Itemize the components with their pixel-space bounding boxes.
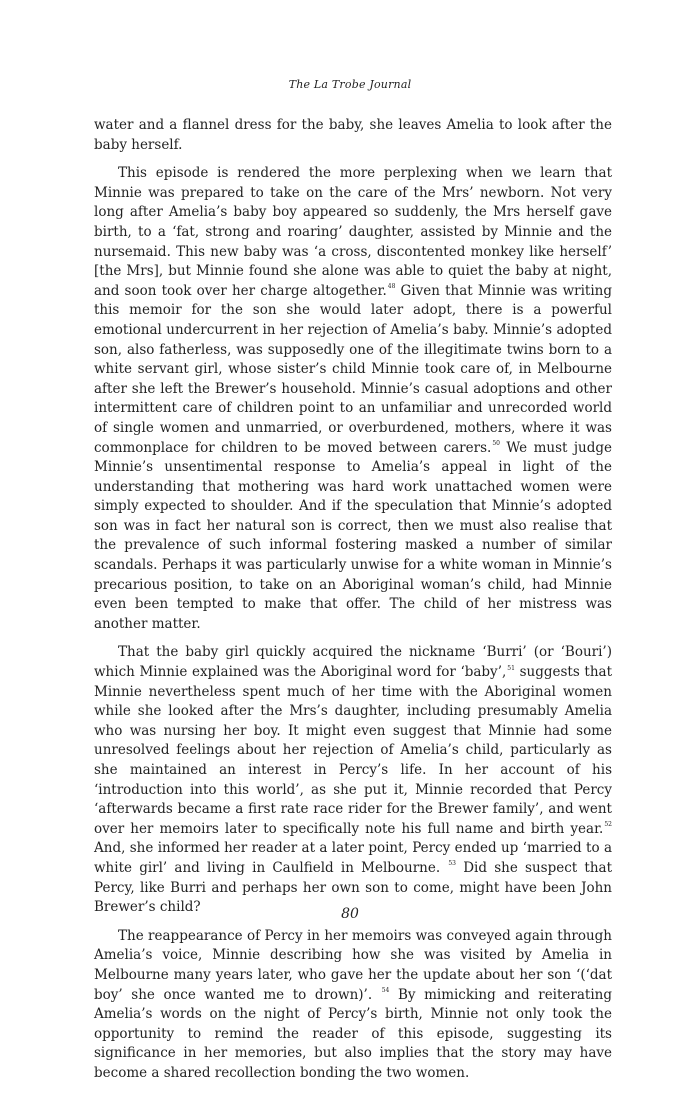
paragraph xyxy=(94,116,612,155)
paragraph-text: By mimicking and reiterating Amelia’s words on the night of Percy’s birth, Minnie not only took the opportunity to remind the reader of this episode, suggesting its significance in her memories, but also implies that the story may have become a shared recollection bonding the two women. xyxy=(94,986,612,1081)
paragraph xyxy=(94,164,612,634)
footnote-ref: 54 xyxy=(381,987,390,995)
paragraph-text: We must judge Minnie’s unsentimental response to Amelia’s appeal in light of the understanding that mothering was hard work unattached women were simply expected to shoulder. And if the speculation that Minnie’s adopted son was in fact her natural son is correct, then we must also realise that the prevalence of such informal fostering masked a number of similar scandals. Perhaps it was particularly unwise for a white woman in Minnie’s precarious position, to take on an Aboriginal woman’s child, had Minnie even been tempted to make that offer. The child of her mistress was another matter. xyxy=(94,439,613,632)
footnote-ref: 53 xyxy=(448,860,456,868)
paragraph-text: This episode is rendered the more perplexing when we learn that Minnie was prepared to take on the care of the Mrs’ newborn. Not very long after Amelia’s baby boy appeared so suddenly, the Mrs herself gave birth, to a ‘fat, strong and roaring’ daughter, assisted by Minnie and the nursemaid. This new baby was ‘a cross, discontented monkey like herself’ [the Mrs], but Minnie found she alone was able to quiet the baby at night, and soon took over her charge altogether. xyxy=(94,165,612,299)
paragraph-text: And, she informed her reader at a later point, Percy ended up ‘married to a white girl’ and living in Caulfield in Melbourne. xyxy=(94,840,612,876)
paragraph xyxy=(94,643,612,917)
paragraph-text: That the baby girl quickly acquired the nickname ‘Burri’ (or ‘Bouri’) which Minnie explained was the Aboriginal word for ‘baby’, xyxy=(94,644,612,681)
paragraph xyxy=(94,927,612,1084)
running-header: The La Trobe Journal xyxy=(288,78,412,91)
footnote-ref: 52 xyxy=(604,821,612,829)
body-text xyxy=(94,116,612,1093)
paragraph-text: suggests that Minnie nevertheless spent much of her time with the Aboriginal women while she looked after the Mrs’s daughter, including presumably Amelia who was nursing her boy. It might even suggest that Minnie had some unresolved feelings about her rejection of Amelia’s child, particularly as she maintained an interest in Percy’s life. In her account of his ‘introduction into this world’, as she put it, Minnie recorded that Percy ‘afterwards became a first rate race rider for the Brewer family’, and went over her memoirs later to specifically note his full name and birth year. xyxy=(94,664,612,837)
paragraph-text: Did she suspect that Percy, like Burri and perhaps her own son to come, might have been John Brewer’s child? xyxy=(94,859,612,916)
footnote-ref: 48 xyxy=(387,283,396,291)
paragraph-text: Given that Minnie was writing this memoir for the son she would later adopt, there is a powerful emotional undercurrent in her rejection of Amelia’s baby. Minnie’s adopted son, also fatherless, was supposedly one of the illegitimate twins born to a white servant girl, whose sister’s child Minnie took care of, in Melbourne after she left the Brewer’s household. Minnie’s casual adoptions and other intermittent care of children point to an unfamiliar and unrecorded world of single women and unmarried, or overburdened, mothers, where it was commonplace for children to be moved between carers. xyxy=(94,282,612,456)
footnote-ref: 50 xyxy=(492,440,500,447)
paragraph-text: water and a flannel dress for the baby, she leaves Amelia to look after the baby herself. xyxy=(94,117,612,153)
footnote-ref: 51 xyxy=(507,664,515,672)
paragraph-text: The reappearance of Percy in her memoirs was conveyed again through Amelia’s voice, Minnie describing how she was visited by Amelia in Melbourne many years later, who gave her the update about her son ‘(‘dat boy’ she once wanted me to drown)’. xyxy=(94,927,612,1003)
page-number: 80 xyxy=(341,906,359,922)
